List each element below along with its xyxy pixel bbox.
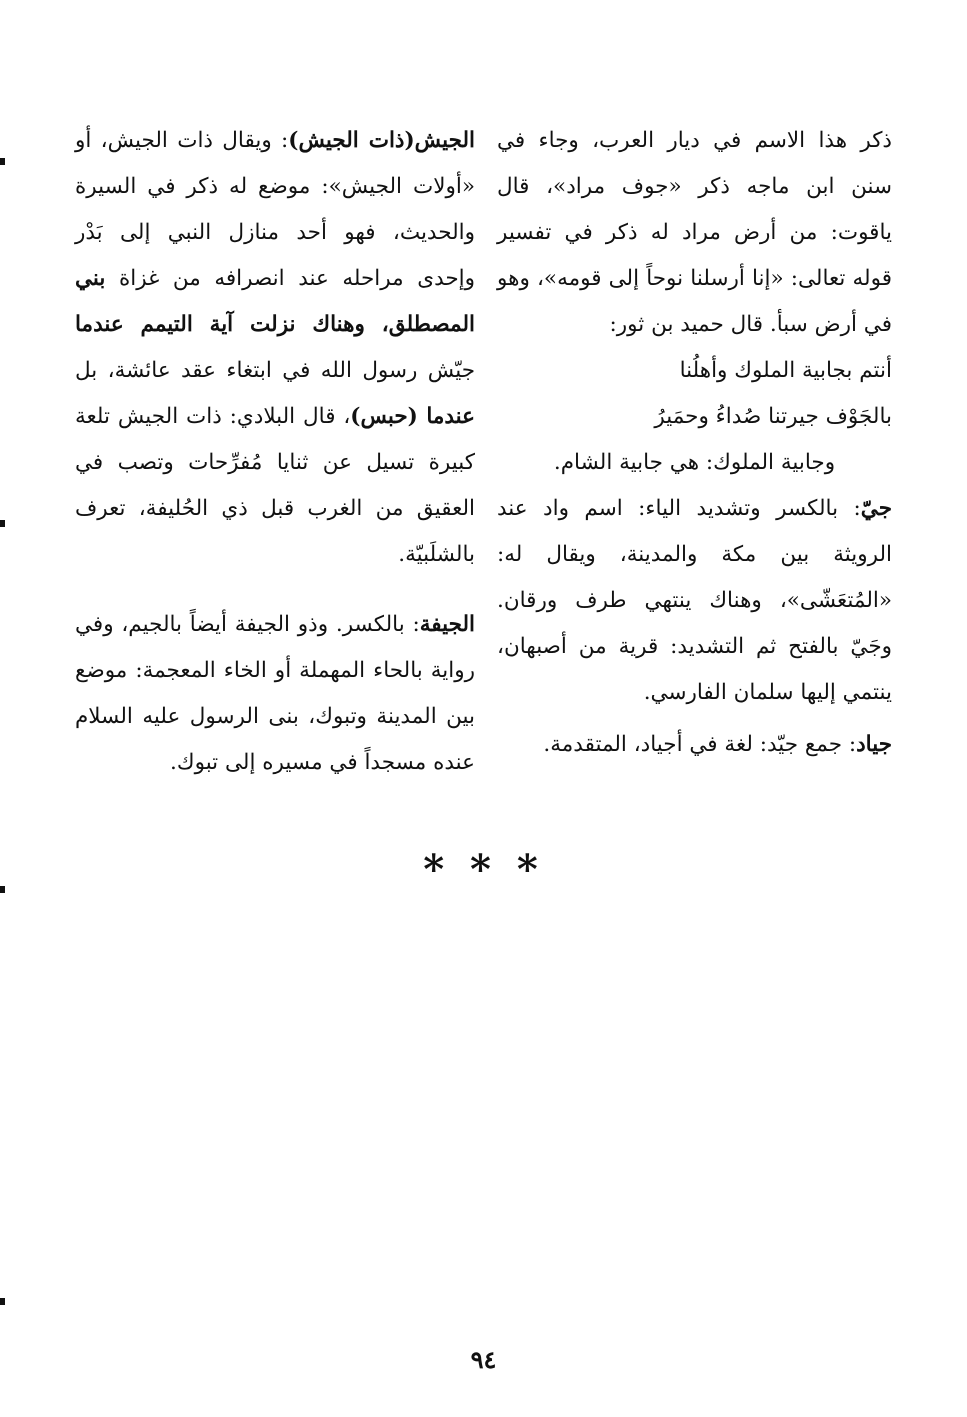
headword-jaysh: الجيش(ذات الجيش) — [288, 128, 475, 153]
entry-jifa — [75, 602, 475, 786]
paragraph-jawf-murad: ذكر هذا الاسم في ديار العرب، وجاء في سنن ابن ماجه ذكر «جوف مراد»، قال ياقوت: من أرض مراد له ذكر في تفسير قوله تعالى: «إنا أرسلنا نوحاً إلى قومه»، وهو في أرض سبأ. قال حميد بن ثور: — [497, 128, 892, 337]
entry-jiyy-text: : بالكسر وتشديد الياء: اسم واد عند الرويثة بين مكة والمدينة، ويقال له: «المُتعَشّى»، وهناك ينتهي طرف ورقان. وجَيّ بالفتح ثم التشديد: قرية من أصبهان، ينتمي إليها سلمان الفارسي. — [497, 496, 892, 705]
entry-jifa-text: : بالكسر. وذو الجيفة أيضاً بالجيم، وفي رواية بالحاء المهملة أو الخاء المعجمة: موضع بين المدينة وتبوك، بنى الرسول عليه السلام عنده مسجداً في مسيره إلى تبوك. — [75, 612, 475, 775]
entry-gap — [75, 578, 475, 602]
entry-jaysh-text-2: جيّش رسول الله في ابتغاء عقد عائشة، بل — [75, 358, 475, 383]
margin-mark — [0, 886, 5, 893]
section-separator: * * * — [423, 846, 544, 893]
page-number: ٩٤ — [470, 1345, 497, 1374]
headword-jiyy: جيّ — [860, 496, 892, 521]
margin-mark — [0, 158, 5, 165]
headword-jifa: الجيفة — [419, 612, 475, 637]
entry-jaysh-text-1: : ويقال ذات الجيش، أو «أولات الجيش»: موضع له ذكر في السيرة والحديث، فهو أحد منازل النبي إلى بَدْر وإحدى مراحله عند انصرافه من غزاة — [75, 128, 475, 291]
margin-mark — [0, 1298, 5, 1305]
entry-jiyy — [497, 486, 892, 716]
entry-jaysh-bold-2: عندما (حبس) — [350, 404, 475, 429]
entry-jaysh-text-3: ، قال البلادي: ذات الجيش تلعة كبيرة تسيل عن ثنايا مُفرِّحات وتصب في العقيق من الغرب قبل ذي الحُليفة، تعرف بالشلَبيّة. — [75, 404, 475, 567]
poem-verse-1: أنتم بجابية الملوك وأهلُنا — [679, 358, 892, 383]
poem-verse-2: بالجَوْف جيرتنا صُداءُ وحمَيرُ — [654, 404, 892, 429]
entry-jiyad-text: : جمع جيّد: لغة في أجياد، المتقدمة. — [543, 732, 857, 757]
right-column — [497, 118, 892, 768]
headword-jiyad: جياد — [856, 732, 892, 757]
left-column — [75, 118, 475, 786]
margin-mark — [0, 520, 5, 527]
entry-jaysh-bold-1: بني المصطلق، وهناك نزلت آية التيمم عندما — [75, 266, 475, 337]
entry-jaysh — [75, 118, 475, 578]
paragraph-jabiya: وجابية الملوك: هي جابية الشام. — [553, 450, 836, 475]
entry-jiyad — [497, 722, 892, 768]
